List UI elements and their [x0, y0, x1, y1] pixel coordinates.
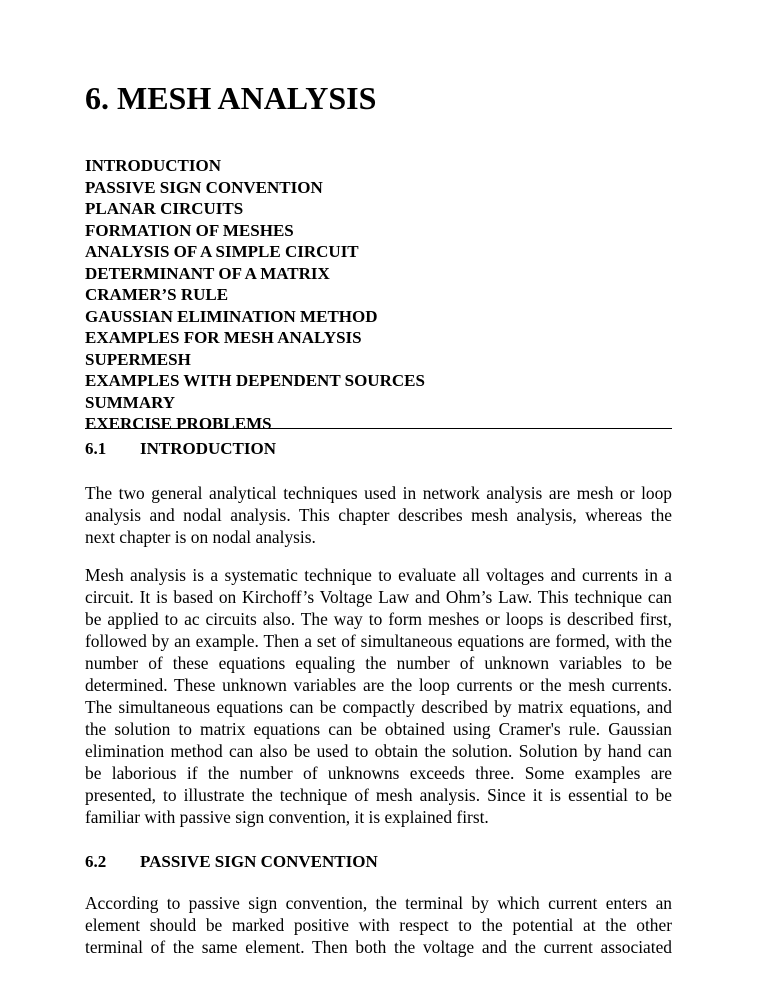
text-line: determined. These unknown variables are the loop currents or the mesh currents.	[85, 675, 672, 695]
contents-item: SUMMARY	[85, 392, 176, 412]
chapter-title: 6. MESH ANALYSIS	[85, 80, 377, 116]
chapter-contents-list	[85, 155, 685, 435]
horizontal-divider	[85, 428, 672, 429]
contents-item: DETERMINANT OF A MATRIX	[85, 263, 330, 283]
text-line: The simultaneous equations can be compactly described by matrix equations, and	[85, 697, 672, 717]
text-line: The two general analytical techniques used in network analysis are mesh or loop	[85, 483, 672, 503]
text-line: familiar with passive sign convention, it is explained first.	[85, 807, 489, 827]
text-line: elimination method can also be used to obtain the solution. Solution by hand can	[85, 741, 672, 761]
contents-item: EXAMPLES FOR MESH ANALYSIS	[85, 328, 362, 347]
section-number: 6.1	[85, 439, 107, 458]
section-title: PASSIVE SIGN CONVENTION	[140, 852, 378, 871]
contents-item: FORMATION OF MESHES	[85, 220, 294, 240]
text-line: the solution to matrix equations can be obtained using Cramer's rule. Gaussian	[85, 719, 672, 739]
contents-item: SUPERMESH	[85, 349, 191, 369]
text-line: circuit. It is based on Kirchoff’s Voltage Law and Ohm’s Law. This technique can	[85, 587, 672, 607]
contents-item: EXAMPLES WITH DEPENDENT SOURCES	[85, 371, 425, 390]
text-line: be laborious if the number of unknowns exceeds three. Some examples are	[85, 763, 672, 783]
contents-item: GAUSSIAN ELIMINATION METHOD	[85, 306, 378, 326]
section-number: 6.2	[85, 852, 107, 871]
text-line: next chapter is on nodal analysis.	[85, 527, 316, 547]
text-line: presented, to illustrate the technique of mesh analysis. Since it is essential to be	[85, 785, 672, 805]
section-heading-introduction	[85, 438, 276, 460]
contents-item: PASSIVE SIGN CONVENTION	[85, 177, 323, 197]
text-line: According to passive sign convention, the terminal by which current enters an	[85, 893, 672, 913]
paragraph-intro-2	[85, 564, 672, 828]
section-heading-passive-sign-convention	[85, 851, 378, 873]
contents-item: INTRODUCTION	[85, 156, 222, 175]
contents-item: ANALYSIS OF A SIMPLE CIRCUIT	[85, 242, 359, 261]
text-line: followed by an example. Then a set of simultaneous equations are formed, with the	[85, 631, 672, 651]
paragraph-intro-1	[85, 482, 672, 548]
paragraph-passive-sign-1	[85, 892, 672, 958]
contents-item: CRAMER’S RULE	[85, 285, 229, 304]
text-line: be applied to ac circuits also. The way to form meshes or loops is described first,	[85, 609, 672, 629]
text-line: Mesh analysis is a systematic technique to evaluate all voltages and currents in a	[85, 565, 672, 585]
contents-item: EXERCISE PROBLEMS	[85, 414, 272, 433]
text-line: analysis and nodal analysis. This chapter describes mesh analysis, whereas the	[85, 505, 672, 525]
text-line: terminal of the same element. Then both the voltage and the current associated	[85, 937, 672, 957]
text-line: number of these equations equaling the number of unknown variables to be	[85, 653, 672, 673]
contents-item: PLANAR CIRCUITS	[85, 199, 244, 218]
section-title: INTRODUCTION	[140, 439, 277, 458]
text-line: element should be marked positive with respect to the potential at the other	[85, 915, 672, 935]
